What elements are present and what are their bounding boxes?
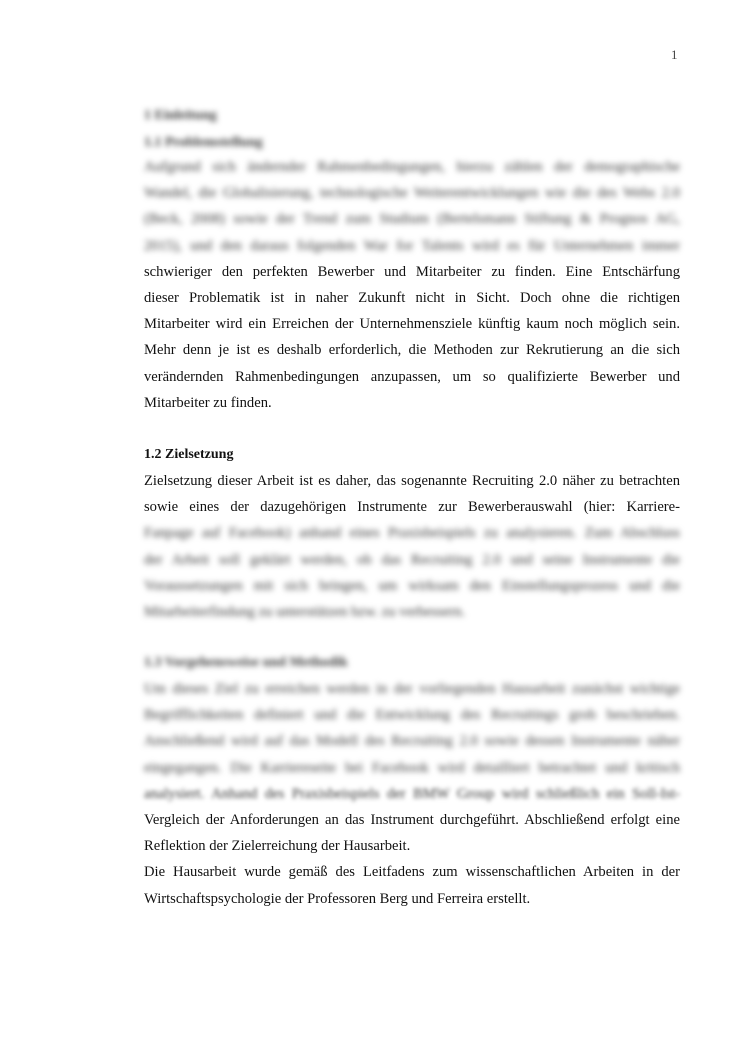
- page-number: 1: [671, 47, 678, 62]
- text-line: Mitarbeiter wird ein Erreichen der Unternehmensziele künftig kaum noch möglich sein.: [144, 316, 680, 333]
- text-line: Mehr denn je ist es deshalb erforderlich, die Methoden zur Rekrutierung an die sich: [144, 342, 680, 359]
- text-line: Wandel, die Globalisierung, technologische Weiterentwicklungen wie die des Webs 2.0: [144, 185, 680, 202]
- paragraph-vorgehensweise: [144, 676, 680, 912]
- text-line: Reflektion der Zielerreichung der Hausarbeit.: [144, 838, 411, 855]
- text-line: dieser Problematik ist in naher Zukunft nicht in Sicht. Doch ohne die richtigen: [144, 290, 680, 307]
- text-line: Vergleich der Anforderungen an das Instrument durchgeführt. Abschließend erfolgt eine: [144, 812, 680, 829]
- text-line: Voraussetzungen mit sich bringen, um wirksam den Einstellungsprozess und die: [144, 577, 680, 594]
- text-line: 2015), und den daraus folgenden War for Talents wird es für Unternehmen immer: [144, 237, 680, 254]
- section-heading-zielsetzung: 1.2 Zielsetzung: [144, 447, 234, 462]
- text-line: schwieriger den perfekten Bewerber und Mitarbeiter zu finden. Eine Entschärfung: [144, 263, 680, 280]
- paragraph-zielsetzung: [144, 468, 680, 625]
- text-line: sowie eines der dazugehörigen Instrumente zur Bewerberauswahl (hier: Karriere-: [144, 499, 680, 516]
- section-heading-vorgehensweise: 1.3 Vorgehensweise und Methodik: [144, 655, 348, 670]
- text-line: Wirtschaftspsychologie der Professoren Berg und Ferreira erstellt.: [144, 890, 531, 907]
- text-line: analysiert. Anhand des Praxisbeispiels der BMW Group wird schließlich ein Soll-Ist-: [144, 785, 680, 802]
- text-line: Mitarbeiterfindung zu unterstützen bzw. zu verbessern.: [144, 604, 466, 621]
- text-line: Fanpage auf Facebook) anhand eines Praxisbeispiels zu analysieren. Zum Abschluss: [144, 525, 680, 542]
- section-heading-problemstellung: 1.1 Problemstellung: [144, 135, 263, 150]
- text-line: Um dieses Ziel zu erreichen werden in der vorliegenden Hausarbeit zunächst wichtige: [144, 681, 680, 697]
- text-line: der Arbeit soll geklärt werden, ob das Recruiting 2.0 und seine Instrumente die: [144, 551, 680, 568]
- text-line: Begrifflichkeiten definiert und die Entwicklung des Recruitings grob beschrieben.: [144, 707, 680, 724]
- text-line: Aufgrund sich ändernder Rahmenbedingungen, hierzu zählen der demographische: [144, 159, 680, 175]
- text-line: verändernden Rahmenbedingungen anzupassen, um so qualifizierte Bewerber und: [144, 368, 680, 385]
- text-line: (Beck, 2008) sowie der Trend zum Studium (Bertelsmann Stiftung & Prognos AG,: [144, 211, 680, 228]
- text-line: Mitarbeiter zu finden.: [144, 394, 272, 411]
- text-line: Anschließend wird auf das Modell des Recruiting 2.0 sowie dessen Instrumente näher: [144, 733, 680, 750]
- paragraph-problemstellung: [144, 154, 680, 416]
- text-line: Zielsetzung dieser Arbeit ist es daher, das sogenannte Recruiting 2.0 näher zu betrachten: [144, 473, 680, 489]
- text-line: eingegangen. Die Karriereseite bei Facebook wird detailliert betrachtet und kritisch: [144, 759, 680, 776]
- text-line: Die Hausarbeit wurde gemäß des Leitfadens zum wissenschaftlichen Arbeiten in der: [144, 864, 680, 881]
- section-heading-einleitung: 1 Einleitung: [144, 108, 217, 123]
